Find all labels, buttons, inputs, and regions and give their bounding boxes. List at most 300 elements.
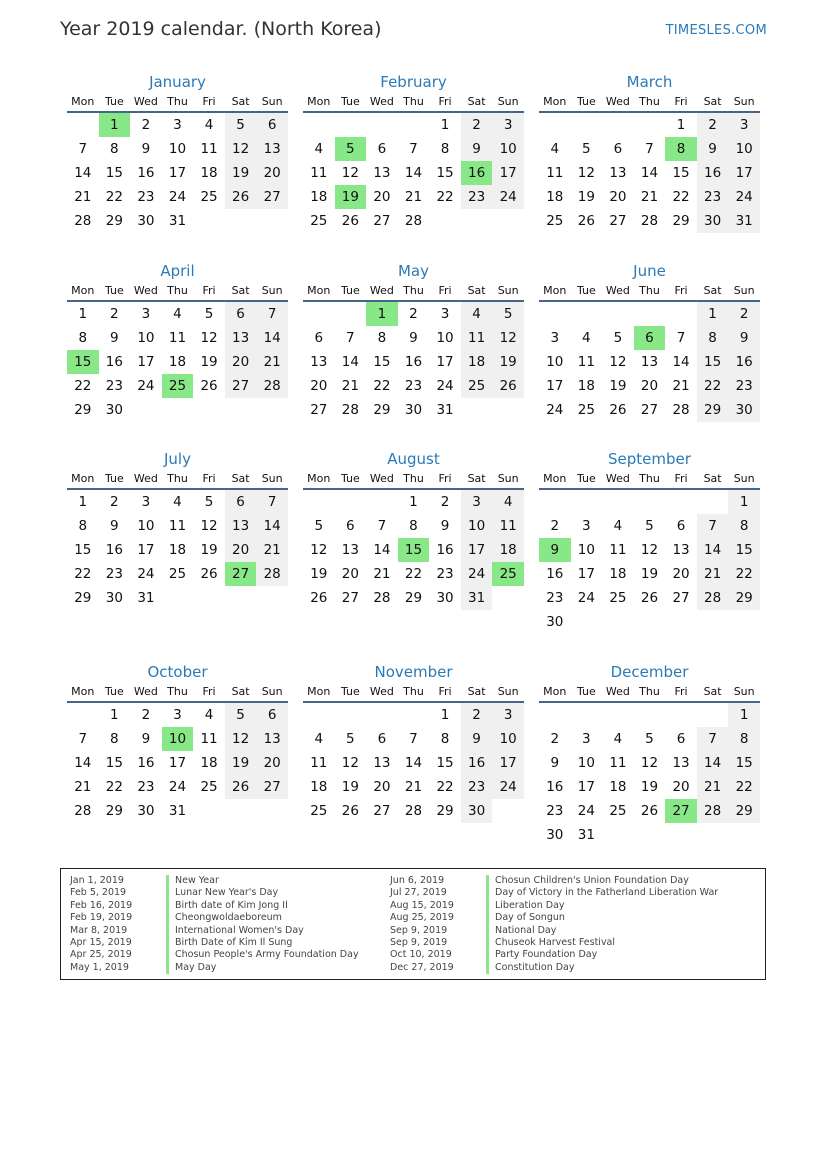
day-cell: 3 [728,113,760,137]
weekday-header [303,282,524,300]
day-cell: 21 [256,538,288,562]
weekday-header [67,470,288,488]
day-cell: 2 [550,518,560,534]
holiday-name: Birth Date of Kim Il Sung [175,936,293,948]
day-cell: 2 [550,731,560,747]
day-cell: 10 [492,727,524,751]
day-cell: 17 [728,161,760,185]
day-cell: 18 [577,378,595,394]
weekday-label: Sat [231,284,250,297]
day-cell: 26 [200,378,218,394]
day-cell: 2 [728,302,760,326]
day-cell: 3 [492,113,524,137]
day-cell: 5 [645,518,654,534]
day-cell: 15 [728,751,760,775]
day-cell: 19 [577,189,595,205]
day-cell: 19 [341,779,359,795]
weekday-label: Sun [261,95,283,108]
day-grid [67,703,288,823]
empty-cell [303,113,335,137]
day-grid [539,113,760,233]
holiday-name: Party Foundation Day [495,949,598,961]
weekday-label: Fri [438,472,452,485]
day-grid [539,302,760,422]
weekday-label: Tue [340,685,360,698]
day-cell: 9 [461,137,493,161]
day-cell: 6 [314,330,324,346]
day-grid [303,302,524,422]
day-cell: 7 [346,330,355,346]
weekday-label: Mon [71,284,95,297]
holiday-name: Chosun Children's Union Foundation Day [495,875,689,886]
day-cell: 28 [256,562,288,586]
month-name: May [397,262,429,280]
empty-cell [303,703,335,727]
day-cell: 2 [461,703,493,727]
empty-cell [539,302,571,326]
day-cell: 12 [640,542,659,558]
day-cell: 4 [204,707,214,723]
day-cell: 20 [256,161,288,185]
day-cell: 13 [609,165,627,181]
holiday-name: Day of Songun [495,912,565,924]
weekday-header [303,470,524,488]
day-cell: 10 [137,518,155,534]
day-cell: 10 [461,514,493,538]
holiday-name: Constitution Day [495,961,575,973]
weekday-label: Mon [307,685,331,698]
day-cell: 4 [550,141,560,157]
weekday-label: Sun [733,95,755,108]
weekday-label: Tue [340,284,360,297]
empty-cell [571,302,603,326]
holiday-name: Liberation Day [495,899,565,911]
month-name: November [374,663,453,681]
day-cell: 7 [697,514,729,538]
day-grid [67,113,288,233]
day-cell: 19 [225,161,257,185]
day-cell: 20 [225,350,257,374]
holiday-row [390,887,718,899]
day-cell: 28 [404,803,423,819]
day-cell: 27 [256,185,288,209]
day-cell: 8 [110,141,119,157]
holiday-marker [166,925,169,937]
day-cell: 21 [697,775,729,799]
day-cell: 16 [137,165,155,181]
holiday-marker [486,875,489,887]
day-cell: 31 [137,590,155,606]
day-cell: 15 [436,755,454,771]
day-cell: 23 [697,185,729,209]
day-cell: 31 [577,827,595,843]
day-cell: 23 [137,779,155,795]
weekday-label: Fri [438,95,452,108]
holiday-marker [486,937,489,949]
weekday-label: Sat [231,472,250,485]
day-cell: 23 [728,374,760,398]
day-cell: 6 [613,141,623,157]
day-cell: 23 [105,566,123,582]
empty-cell [665,302,697,326]
day-cell: 25 [200,779,218,795]
month-june [539,260,760,422]
day-cell: 8 [440,731,450,747]
day-cell: 29 [697,398,729,422]
day-cell: 2 [409,306,418,322]
day-cell: 21 [640,189,659,205]
month-name: September [608,450,691,468]
holiday-row [70,900,359,912]
day-cell: 26 [609,402,627,418]
day-cell: 20 [310,378,328,394]
day-cell: 5 [314,518,324,534]
empty-cell [602,113,634,137]
day-cell: 1 [440,117,450,133]
weekday-label: Tue [576,95,596,108]
day-cell: 24 [728,185,760,209]
day-cell: 23 [546,803,564,819]
day-cell: 15 [105,755,123,771]
weekday-label: Sun [261,472,283,485]
weekday-label: Wed [133,472,158,485]
weekday-label: Tue [340,95,360,108]
day-cell: 25 [200,189,218,205]
day-cell: 8 [728,727,760,751]
empty-cell [303,302,335,326]
day-cell: 7 [676,330,686,346]
empty-cell [602,302,634,326]
holiday-date: Jan 1, 2019 [70,875,124,886]
month-name: March [626,73,673,91]
day-cell: 18 [310,779,328,795]
day-cell: 5 [225,113,257,137]
day-cell: 2 [110,306,119,322]
day-cell: 25 [461,374,493,398]
empty-cell [634,302,666,326]
day-cell: 3 [141,494,151,510]
holiday-marker [166,900,169,912]
weekday-label: Tue [104,284,124,297]
day-cell: 1 [78,306,88,322]
day-cell: 27 [609,213,627,229]
day-cell: 6 [256,113,288,137]
day-cell: 7 [409,141,418,157]
weekday-label: Sun [733,284,755,297]
day-cell: 21 [404,189,423,205]
holiday-date: Feb 16, 2019 [70,899,133,911]
weekday-label: Wed [605,95,630,108]
day-cell: 30 [546,827,564,843]
day-cell: 30 [105,402,123,418]
weekday-label: Wed [133,95,158,108]
day-cell: 3 [492,703,524,727]
holiday-row [70,887,359,899]
day-cell: 4 [314,141,324,157]
day-cell: 13 [256,727,288,751]
day-cell: 11 [577,354,595,370]
day-cell: 27 [341,590,359,606]
month-name: January [149,73,206,91]
holiday-name: National Day [495,924,557,936]
holiday-marker [486,925,489,937]
month-may [303,260,524,422]
day-cell: 21 [672,378,690,394]
day-cell: 15 [105,165,123,181]
day-cell: 14 [256,514,288,538]
day-cell: 9 [110,518,119,534]
day-cell: 2 [141,707,151,723]
empty-cell [398,113,430,137]
day-cell: 23 [461,185,493,209]
holiday-list-left [70,875,359,974]
holiday-row [390,875,718,887]
empty-cell [366,113,398,137]
empty-cell [602,703,634,727]
day-cell: 2 [440,494,450,510]
day-cell: 13 [640,354,659,370]
day-cell: 17 [461,538,493,562]
day-cell: 11 [609,542,627,558]
day-cell: 26 [640,803,659,819]
holiday-row [70,962,359,974]
day-cell: 22 [436,189,454,205]
day-grid [67,302,288,422]
empty-cell [697,703,729,727]
day-cell: 3 [440,306,450,322]
day-cell: 25 [168,566,187,582]
day-cell: 8 [110,731,119,747]
empty-cell [366,490,398,514]
day-cell: 14 [672,354,690,370]
empty-cell [539,703,571,727]
day-cell: 24 [492,775,524,799]
empty-cell [335,703,367,727]
holiday-row [390,900,718,912]
day-cell: 24 [461,562,493,586]
day-cell: 6 [225,490,257,514]
holiday-date: Dec 27, 2019 [390,961,454,973]
day-cell: 19 [609,378,627,394]
day-cell: 21 [373,566,391,582]
weekday-label: Sun [497,284,519,297]
weekday-label: Fri [202,685,216,698]
day-cell: 18 [461,350,493,374]
day-cell: 9 [697,137,729,161]
weekday-label: Sat [467,284,486,297]
day-cell: 8 [728,514,760,538]
day-cell: 16 [137,755,155,771]
empty-cell [539,490,571,514]
holiday-row [390,912,718,924]
day-cell: 20 [672,566,690,582]
day-cell: 27 [373,803,391,819]
month-name: July [164,450,191,468]
day-cell: 6 [676,731,686,747]
site-link[interactable]: TIMESLES.COM [665,23,767,38]
holiday-day-cell: 27 [225,562,257,586]
holiday-marker [486,962,489,974]
holiday-date: Apr 15, 2019 [70,936,132,948]
holiday-day-cell: 25 [492,562,524,586]
day-cell: 30 [404,402,423,418]
day-cell: 5 [492,302,524,326]
day-cell: 22 [672,189,690,205]
day-cell: 26 [225,185,257,209]
day-cell: 23 [546,590,564,606]
day-cell: 16 [105,542,123,558]
weekday-label: Wed [133,284,158,297]
holiday-marker [166,937,169,949]
weekday-label: Sun [733,472,755,485]
holiday-date: Aug 15, 2019 [390,899,454,911]
day-cell: 25 [609,590,627,606]
day-cell: 17 [546,378,564,394]
weekday-label: Tue [340,472,360,485]
weekday-label: Fri [438,284,452,297]
day-cell: 4 [461,302,493,326]
day-cell: 25 [310,803,328,819]
day-cell: 18 [310,189,328,205]
day-cell: 11 [310,755,328,771]
day-cell: 14 [256,326,288,350]
day-cell: 30 [137,803,155,819]
day-cell: 4 [613,518,623,534]
day-cell: 30 [436,590,454,606]
day-cell: 12 [310,542,328,558]
month-march [539,71,760,233]
day-cell: 4 [173,306,182,322]
holiday-day-cell: 9 [539,538,571,562]
weekday-label: Fri [202,284,216,297]
holiday-row [390,962,718,974]
month-february [303,71,524,233]
holiday-day-cell: 1 [99,113,131,137]
day-cell: 21 [697,562,729,586]
weekday-header [67,93,288,111]
day-cell: 6 [346,518,355,534]
day-cell: 1 [676,117,686,133]
day-cell: 19 [225,751,257,775]
day-cell: 8 [440,141,450,157]
day-cell: 21 [341,378,359,394]
day-cell: 12 [341,755,359,771]
empty-cell [697,490,729,514]
empty-cell [398,703,430,727]
day-cell: 3 [582,518,591,534]
day-cell: 29 [436,803,454,819]
day-cell: 9 [409,330,418,346]
holiday-row [70,949,359,961]
weekday-header [539,93,760,111]
day-cell: 7 [645,141,654,157]
day-cell: 27 [310,402,328,418]
weekday-label: Mon [71,95,95,108]
day-cell: 4 [204,117,214,133]
day-cell: 30 [137,213,155,229]
day-cell: 13 [373,165,391,181]
day-cell: 3 [550,330,560,346]
weekday-header [303,93,524,111]
weekday-label: Mon [543,685,567,698]
day-cell: 4 [613,731,623,747]
holiday-name: May Day [175,961,217,973]
day-cell: 21 [74,779,92,795]
day-cell: 16 [546,779,564,795]
weekday-label: Wed [369,472,394,485]
day-cell: 17 [577,779,595,795]
day-cell: 17 [137,542,155,558]
day-cell: 31 [728,209,760,233]
holiday-marker [166,875,169,887]
day-cell: 25 [577,402,595,418]
weekday-label: Fri [202,472,216,485]
day-cell: 5 [204,494,214,510]
weekday-label: Fri [674,472,688,485]
day-cell: 4 [492,490,524,514]
weekday-label: Wed [605,685,630,698]
day-grid [539,703,760,847]
day-cell: 15 [672,165,690,181]
weekday-label: Sat [467,685,486,698]
day-cell: 11 [492,514,524,538]
day-cell: 3 [173,117,182,133]
day-cell: 13 [672,542,690,558]
weekday-header [303,683,524,701]
weekday-label: Tue [576,472,596,485]
weekday-label: Tue [104,95,124,108]
day-cell: 22 [728,562,760,586]
day-cell: 11 [546,165,564,181]
day-cell: 19 [492,350,524,374]
day-cell: 26 [341,213,359,229]
day-cell: 20 [373,189,391,205]
day-cell: 19 [640,566,659,582]
holiday-marker [166,887,169,899]
day-cell: 9 [550,755,560,771]
day-cell: 24 [168,189,187,205]
holiday-name: Chosun People's Army Foundation Day [175,949,359,961]
weekday-label: Thu [167,95,188,108]
day-cell: 9 [461,727,493,751]
day-cell: 13 [672,755,690,771]
day-cell: 16 [105,354,123,370]
day-cell: 15 [373,354,391,370]
empty-cell [571,703,603,727]
holiday-marker [486,949,489,961]
day-grid [303,703,524,823]
day-cell: 26 [200,566,218,582]
day-cell: 22 [728,775,760,799]
day-cell: 17 [492,751,524,775]
day-cell: 3 [141,306,151,322]
day-cell: 9 [141,141,151,157]
day-cell: 13 [373,755,391,771]
day-cell: 31 [168,213,187,229]
month-january [67,71,288,233]
empty-cell [571,490,603,514]
weekday-label: Fri [674,284,688,297]
holiday-marker [486,900,489,912]
day-cell: 24 [546,402,564,418]
day-cell: 27 [373,213,391,229]
weekday-label: Mon [71,685,95,698]
day-cell: 8 [78,518,88,534]
weekday-label: Tue [104,685,124,698]
weekday-label: Thu [639,472,660,485]
weekday-label: Thu [403,284,424,297]
day-cell: 29 [728,799,760,823]
